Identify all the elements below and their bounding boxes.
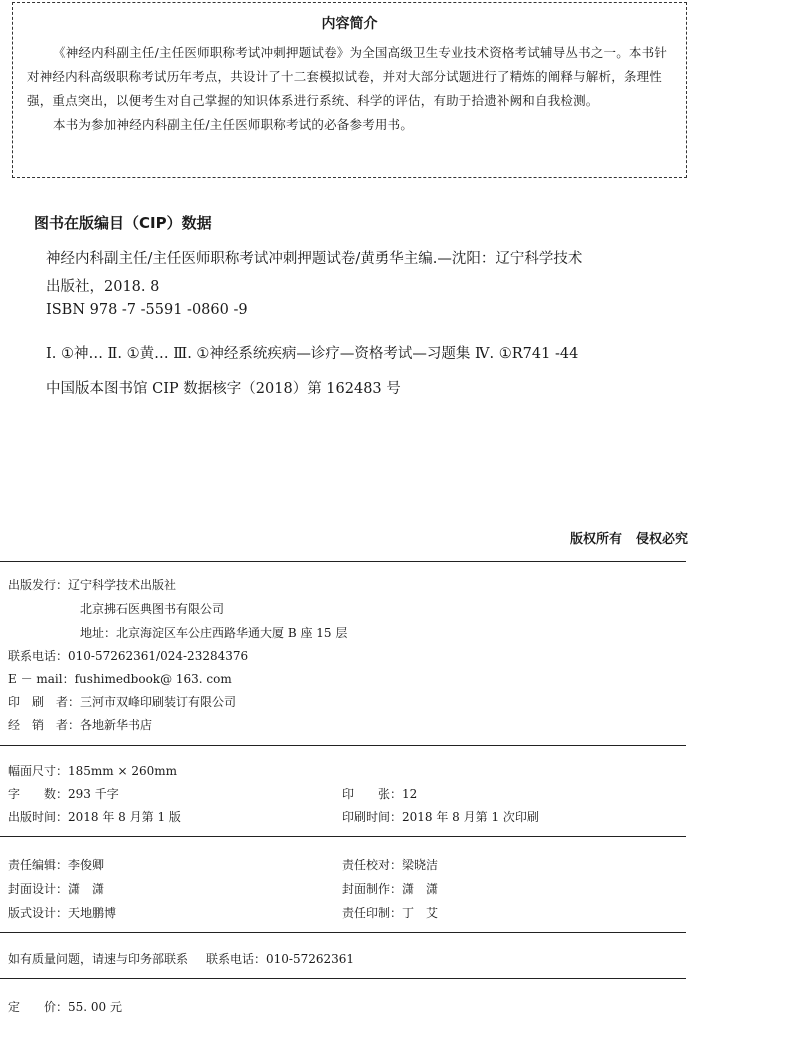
layout-value: 天地鹏博 xyxy=(68,906,117,920)
co-publisher-row xyxy=(80,600,224,617)
cover-design-row xyxy=(8,880,104,897)
sheets-value: 12 xyxy=(402,787,418,801)
proof-label: 责任校对： xyxy=(342,858,403,872)
cip-isbn-line: ISBN 978 -7 -5591 -0860 -9 xyxy=(46,302,248,318)
phone-value: 010-57262361/024-23284376 xyxy=(68,649,249,663)
publisher-address: 地址：北京海淀区车公庄西路华通大厦 B 座 15 层 xyxy=(80,626,348,640)
print-date-value: 2018 年 8 月第 1 次印刷 xyxy=(402,810,539,824)
summary-paragraph-1: 《神经内科副主任/主任医师职称考试冲刺押题试卷》为全国高级卫生专业技术资格考试辅导丛书之一。本书针对神经内科高级职称考试历年考点，共设计了十二套模拟试卷，并对大部分试题进行了精炼的阐释与解析，条理性强，重点突出，以便考生对自己掌握的知识体系进行系统、科学的评估，有助于拾遗补阙和自我检测。 xyxy=(27,45,668,108)
cover-make-label: 封面制作： xyxy=(342,882,403,896)
piracy-notice: 侵权必究 xyxy=(635,532,688,547)
quality-phone-label: 联系电话： xyxy=(206,952,267,966)
price-row xyxy=(8,998,122,1015)
printer-label: 印 刷 者： xyxy=(8,695,81,709)
words-label: 字 数： xyxy=(8,787,69,801)
publisher-row xyxy=(8,576,176,593)
summary-title: 内容简介 xyxy=(321,16,378,32)
print-resp-row xyxy=(342,904,438,921)
proof-value: 梁晓洁 xyxy=(402,858,439,872)
cover-design-label: 封面设计： xyxy=(8,882,69,896)
editor-label: 责任编辑： xyxy=(8,858,69,872)
editor-value: 李俊卿 xyxy=(68,858,105,872)
cover-design-value: 潇 潇 xyxy=(68,882,105,896)
cip-title-line: 神经内科副主任/主任医师职称考试冲刺押题试卷/黄勇华主编.—沈阳：辽宁科学技术 xyxy=(46,251,583,267)
printer-row xyxy=(8,693,236,710)
sheets-label: 印 张： xyxy=(342,787,403,801)
all-rights-reserved: 版权所有 xyxy=(569,532,622,547)
size-value: 185mm × 260mm xyxy=(68,764,178,778)
printer-value: 三河市双峰印刷装订有限公司 xyxy=(80,695,237,709)
cip-classification-line: Ⅰ. ①神… Ⅱ. ①黄… Ⅲ. ①神经系统疾病—诊疗—资格考试—习题集 Ⅳ. ①R741 -44 xyxy=(46,346,579,362)
cover-make-value: 潇 潇 xyxy=(402,882,439,896)
pub-date-label: 出版时间： xyxy=(8,810,69,824)
quality-phone-value: 010-57262361 xyxy=(266,952,355,966)
cip-publisher-line: 出版社，2018. 8 xyxy=(46,279,160,295)
size-row xyxy=(8,762,177,779)
size-label: 幅面尺寸： xyxy=(8,764,69,778)
rights-notice xyxy=(570,528,688,547)
layout-label: 版式设计： xyxy=(8,906,69,920)
price-label: 定 价： xyxy=(8,1000,69,1014)
phone-row xyxy=(8,647,248,664)
email-value: fushimedbook@ 163. com xyxy=(74,672,232,686)
price-value: 55. 00 元 xyxy=(68,1000,122,1014)
cover-make-row xyxy=(342,880,438,897)
co-publisher-name: 北京拂石医典图书有限公司 xyxy=(80,602,225,616)
email-row xyxy=(8,670,232,687)
divider-top xyxy=(0,561,686,562)
distributor-label: 经 销 者： xyxy=(8,718,81,732)
print-resp-value: 丁 艾 xyxy=(402,906,439,920)
pub-date-row xyxy=(8,808,181,825)
summary-paragraph-2: 本书为参加神经内科副主任/主任医师职称考试的必备参考用书。 xyxy=(53,117,414,132)
divider-quality xyxy=(0,932,686,933)
divider-staff xyxy=(0,836,686,837)
cip-number-line: 中国版本图书馆 CIP 数据核字（2018）第 162483 号 xyxy=(46,381,401,397)
pub-date-value: 2018 年 8 月第 1 版 xyxy=(68,810,181,824)
quality-row xyxy=(8,950,354,967)
divider-specs xyxy=(0,745,686,746)
words-value: 293 千字 xyxy=(68,787,119,801)
sheets-row xyxy=(342,785,417,802)
print-date-label: 印刷时间： xyxy=(342,810,403,824)
layout-row xyxy=(8,904,116,921)
quality-note: 如有质量问题，请速与印务部联系 xyxy=(8,952,189,966)
proof-row xyxy=(342,856,438,873)
distributor-value: 各地新华书店 xyxy=(80,718,153,732)
email-label: E － mail： xyxy=(8,672,75,686)
print-resp-label: 责任印制： xyxy=(342,906,403,920)
cip-heading: 图书在版编目（CIP）数据 xyxy=(34,214,212,232)
publisher-name: 辽宁科学技术出版社 xyxy=(68,578,177,592)
summary-box xyxy=(12,2,687,178)
divider-price xyxy=(0,978,686,979)
words-row xyxy=(8,785,119,802)
phone-label: 联系电话： xyxy=(8,649,69,663)
print-date-row xyxy=(342,808,539,825)
editor-row xyxy=(8,856,104,873)
distributor-row xyxy=(8,716,152,733)
publisher-label: 出版发行： xyxy=(8,578,69,592)
address-row xyxy=(80,624,347,641)
